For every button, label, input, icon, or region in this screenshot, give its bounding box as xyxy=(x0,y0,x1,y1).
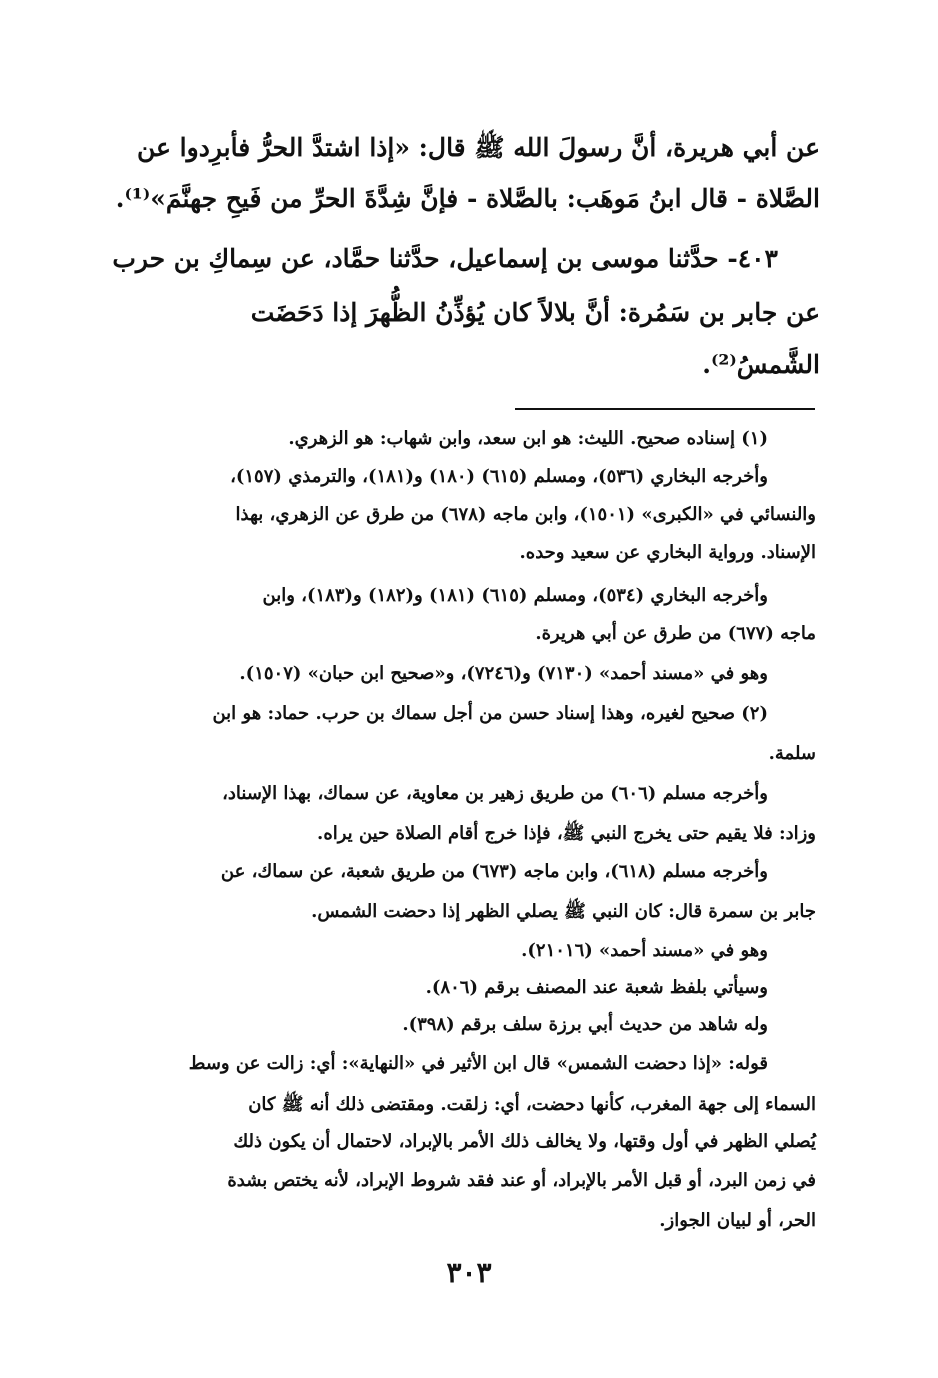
footnote-line: الحر، أو لبيان الجواز. xyxy=(659,1210,816,1231)
footnote-line: وهو في «مسند أحمد» (٢١٠١٦). xyxy=(521,940,768,961)
footnote-separator xyxy=(515,408,815,410)
footnote-line: (١) إسناده صحيح. الليث: هو ابن سعد، وابن شهاب: هو الزهري. xyxy=(288,428,768,449)
footnote-line: وأخرجه مسلم (٦٠٦) من طريق زهير بن معاوية، عن سماك، بهذا الإسناد، xyxy=(222,783,768,804)
footnote-line: وأخرجه مسلم (٦١٨)، وابن ماجه (٦٧٣) من طريق شعبة، عن سماك، عن xyxy=(220,861,768,882)
footnote-line: جابر بن سمرة قال: كان النبي ﷺ يصلي الظهر إذا دحضت الشمس. xyxy=(311,901,816,922)
footnote-line: وسيأتي بلفظ شعبة عند المصنف برقم (٨٠٦). xyxy=(425,977,768,998)
footnote-line: وله شاهد من حديث أبي برزة سلف برقم (٣٩٨). xyxy=(402,1014,768,1035)
page-number: ٣٠٣ xyxy=(446,1256,492,1289)
footnote-line: الإسناد. ورواية البخاري عن سعيد وحده. xyxy=(519,542,816,563)
main-text-line: عن أبي هريرة، أنَّ رسولَ الله ﷺ قال: «إذا اشتدَّ الحرُّ فأبرِدوا عن xyxy=(137,133,820,162)
footnote-line: سلمة. xyxy=(768,743,816,764)
footnote-line: وأخرجه البخاري (٥٣٦)، ومسلم (٦١٥) (١٨٠) و(١٨١)، والترمذي (١٥٧)، xyxy=(230,466,768,487)
main-text-line: عن جابر بن سَمُرة: أنَّ بلالاً كان يُؤذِّنُ الظُّهرَ إذا دَحَضَت xyxy=(250,298,820,327)
footnote-line: وزاد: فلا يقيم حتى يخرج النبي ﷺ، فإذا خرج أقام الصلاة حين يراه. xyxy=(317,823,816,844)
main-text-line: الشَّمسُ⁽²⁾. xyxy=(702,350,820,379)
footnote-line: (٢) صحيح لغيره، وهذا إسناد حسن من أجل سماك بن حرب. حماد: هو ابن xyxy=(212,703,768,724)
footnote-line: وهو في «مسند أحمد» (٧١٣٠) و(٧٢٤٦)، و«صحيح ابن حبان» (١٥٠٧). xyxy=(239,663,768,684)
footnote-line: وأخرجه البخاري (٥٣٤)، ومسلم (٦١٥) (١٨١) و(١٨٢) و(١٨٣)، وابن xyxy=(262,585,768,606)
footnote-line: قوله: «إذا دحضت الشمس» قال ابن الأثير في «النهاية»: أي: زالت عن وسط xyxy=(188,1053,768,1074)
footnote-line: في زمن البرد، أو قبل الأمر بالإبراد، أو عند فقد شروط الإبراد، لأنه يختص بشدة xyxy=(227,1170,816,1191)
hadith-number-line: ٤٠٣- حدَّثنا موسى بن إسماعيل، حدَّثنا حمَّاد، عن سِماكِ بن حرب xyxy=(112,244,778,273)
footnote-line: السماء إلى جهة المغرب، كأنها دحضت، أي: زلقت. ومقتضى ذلك أنه ﷺ كان xyxy=(248,1094,816,1115)
footnote-line: ماجه (٦٧٧) من طرق عن أبي هريرة. xyxy=(535,623,816,644)
main-text-line: الصَّلاة - قال ابنُ مَوهَب: بالصَّلاة - فإنَّ شِدَّةَ الحرِّ من فَيحِ جهنَّمَ»⁽¹⁾. xyxy=(115,184,820,213)
footnote-line: والنسائي في «الكبرى» (١٥٠١)، وابن ماجه (٦٧٨) من طرق عن الزهري، بهذا xyxy=(235,504,816,525)
footnote-line: يُصلي الظهر في أول وقتها، ولا يخالف ذلك الأمر بالإبراد، لاحتمال أن يكون ذلك xyxy=(233,1131,816,1152)
